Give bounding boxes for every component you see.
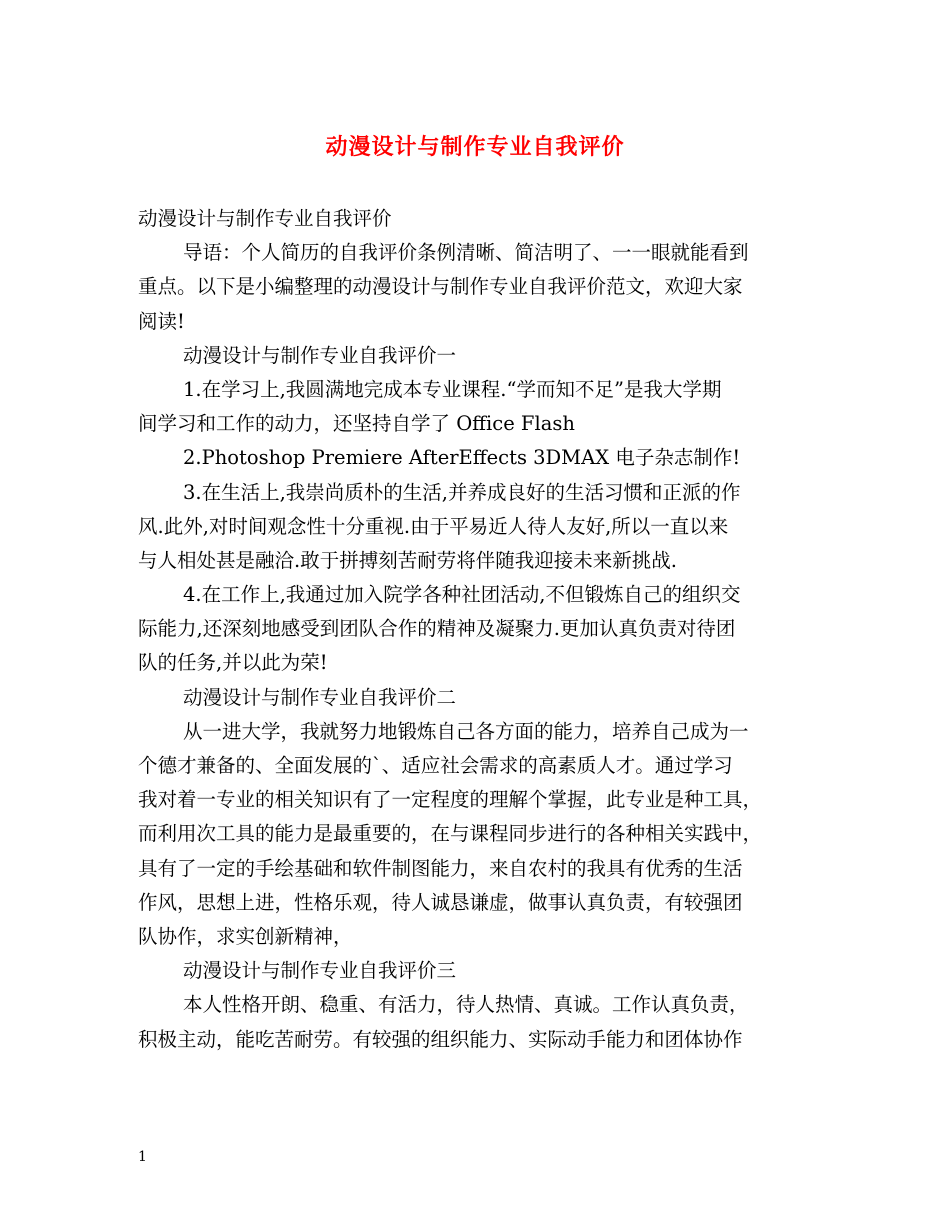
text-line: 具有了一定的手绘基础和软件制图能力，来自农村的我具有优秀的生活 — [138, 856, 743, 880]
text-line: 动漫设计与制作专业自我评价二 — [183, 685, 457, 709]
text-line: 而利用次工具的能力是最重要的，在与课程同步进行的各种相关实践中， — [138, 822, 763, 846]
text-line: 我对着一专业的相关知识有了一定程度的理解个掌握，此专业是种工具， — [138, 788, 763, 812]
text-line: 际能力,还深刻地感受到团队合作的精神及凝聚力.更加认真负责对待团 — [138, 617, 736, 641]
text-line: 队的任务,并以此为荣! — [138, 651, 328, 675]
text-line: 作风，思想上进，性格乐观，待人诚恳谦虚，做事认真负责，有较强团 — [138, 890, 743, 914]
text-line: 间学习和工作的动力，还坚持自学了 Office Flash — [138, 412, 575, 436]
text-line: 重点。以下是小编整理的动漫设计与制作专业自我评价范文，欢迎大家 — [138, 275, 743, 299]
text-line: 与人相处甚是融洽.敢于拼搏刻苦耐劳将伴随我迎接未来新挑战. — [138, 548, 677, 572]
document-title: 动漫设计与制作专业自我评价 — [325, 134, 625, 160]
text-line: 动漫设计与制作专业自我评价 — [138, 207, 392, 230]
text-line: 从一进大学，我就努力地锻炼自己各方面的能力，培养自己成为一 — [183, 719, 749, 743]
text-line: 动漫设计与制作专业自我评价三 — [183, 959, 457, 983]
text-line: 阅读! — [138, 309, 185, 333]
text-line: 1.在学习上,我圆满地完成本专业课程.“学而知不足”是我大学期 — [183, 377, 722, 401]
text-line: 本人性格开朗、稳重、有活力，待人热情、真诚。工作认真负责， — [183, 993, 749, 1017]
text-line: 3.在生活上,我崇尚质朴的生活,并养成良好的生活习惯和正派的作 — [183, 480, 741, 504]
text-line: 个德才兼备的、全面发展的`、适应社会需求的高素质人才。通过学习 — [138, 754, 733, 777]
text-line: 积极主动，能吃苦耐劳。有较强的组织能力、实际动手能力和团体协作 — [138, 1027, 743, 1051]
text-line: 4.在工作上,我通过加入院学各种社团活动,不但锻炼自己的组织交 — [183, 583, 741, 607]
text-line: 2.Photoshop Premiere AfterEffects 3DMAX 电子杂志制作! — [183, 446, 741, 470]
document-body — [138, 202, 814, 1057]
text-line: 动漫设计与制作专业自我评价一 — [183, 343, 457, 367]
text-line: 导语：个人简历的自我评价条例清晰、简洁明了、一一眼就能看到 — [183, 241, 749, 265]
text-line: 队协作，求实创新精神， — [138, 924, 353, 948]
page-number: 1 — [138, 1149, 147, 1165]
text-line: 风.此外,对时间观念性十分重视.由于平易近人待人友好,所以一直以来 — [138, 514, 729, 538]
